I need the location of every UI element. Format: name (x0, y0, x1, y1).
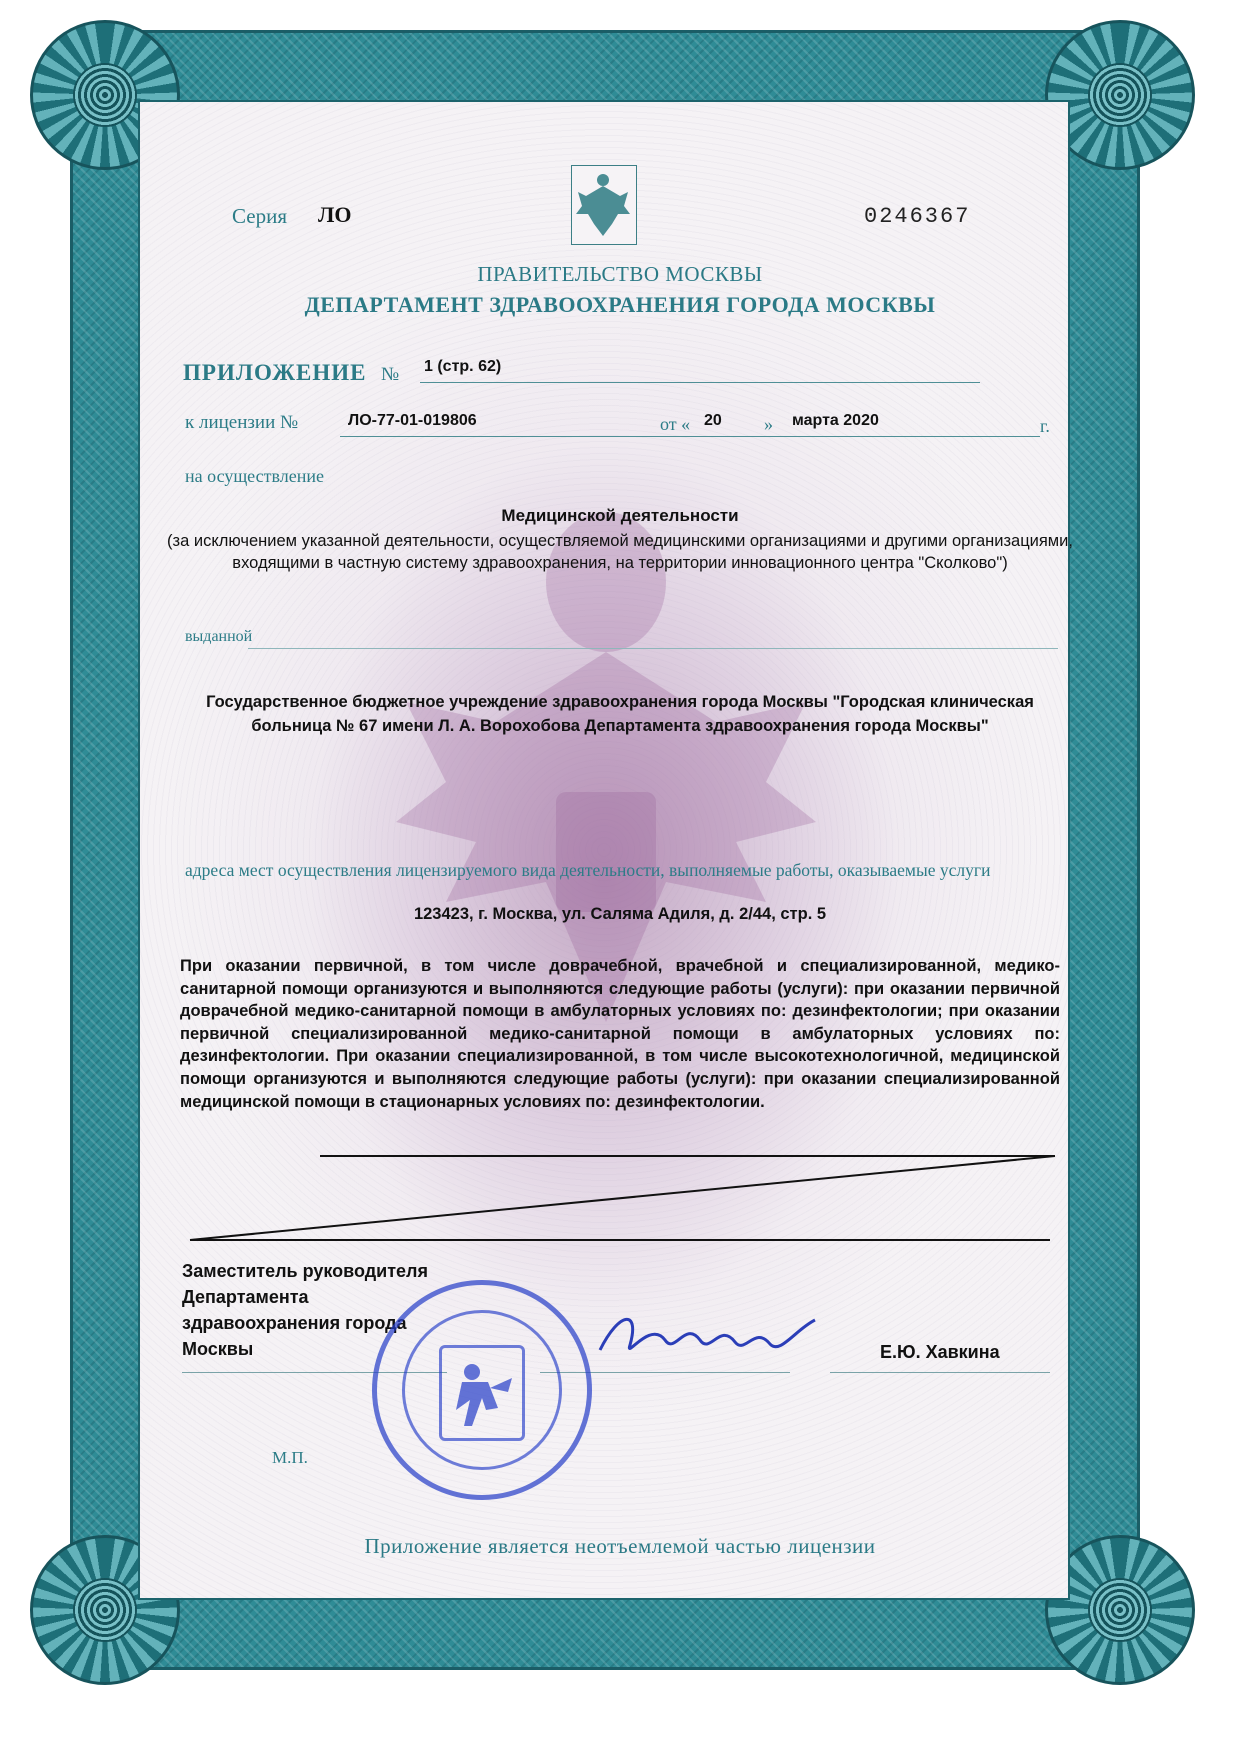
issued-label: выданной (185, 628, 253, 645)
address-value: 123423, г. Москва, ул. Саляма Адиля, д. 2/44, стр. 5 (413, 905, 827, 923)
organization-name: Государственное бюджетное учреждение здравоохранения города Москвы "Городская клиническая больница № 67 имени Л. А. Ворохобова Департамента здравоохранения города Москвы" (206, 693, 1034, 735)
license-year-suffix: г. (1040, 416, 1050, 436)
signatory-line-4: Москвы (182, 1339, 254, 1359)
handwritten-signature-icon (590, 1300, 830, 1370)
signatory-name: Е.Ю. Хавкина (880, 1342, 1000, 1362)
document-field (138, 100, 1070, 1600)
government-title: ПРАВИТЕЛЬСТВО МОСКВЫ (477, 262, 763, 286)
closing-z-lines (180, 1150, 1060, 1250)
appendix-underline (420, 382, 980, 383)
coat-of-arms-icon (571, 165, 637, 245)
issued-underline (248, 648, 1058, 649)
official-stamp-icon (372, 1280, 592, 1500)
series-label: Серия (232, 204, 287, 228)
license-month-year: марта 2020 (792, 412, 879, 429)
activity-description: (за исключением указанной деятельности, осуществляемой медицинскими организациями и другими организациями, входящими в частную систему здравоохранения, на территории инновационного центра "Сколково") (167, 532, 1073, 572)
signatory-line-3: здравоохранения города (182, 1313, 407, 1333)
appendix-value: 1 (стр. 62) (424, 358, 502, 375)
services-description: При оказании первичной, в том числе доврачебной, врачебной и специализированной, медико-санитарной помощи организуются и выполняются следующие работы (услуги): при оказании первичной доврачебной медико-санитарной помощи в амбулаторных условиях по: дезинфектологии; при оказании первичной специализированной медико-санитарной помощи в амбулаторных условиях по: дезинфектологии. При оказании специализированной, в том числе высокотехнологичной, медицинской помощи организуются и выполняются следующие работы (услуги): при оказании специализированной медицинской помощи в стационарных условиях по: дезинфектологии. (180, 957, 1060, 1111)
license-date-from: от « (660, 414, 691, 434)
license-underline (340, 436, 1040, 437)
license-number: ЛО-77-01-019806 (348, 412, 477, 429)
department-title: ДЕПАРТАМЕНТ ЗДРАВООХРАНЕНИЯ ГОРОДА МОСКВЫ (304, 292, 936, 317)
address-label: адреса мест осуществления лицензируемого вида деятельности, выполняемые работы, оказываемые услуги (185, 860, 991, 880)
series-value: ЛО (318, 202, 352, 227)
signatory-line-1: Заместитель руководителя (182, 1261, 428, 1281)
license-quote-close: » (764, 414, 773, 434)
activity-label: на осуществление (185, 466, 324, 486)
appendix-number-sign: № (381, 364, 400, 385)
name-underline (830, 1372, 1050, 1373)
form-serial-number: 0246367 (864, 204, 971, 229)
license-label: к лицензии № (185, 412, 299, 433)
moscow-coat-of-arms-icon (439, 1345, 525, 1441)
seal-place-label: М.П. (272, 1448, 308, 1467)
license-day: 20 (704, 412, 722, 429)
signatory-line-2: Департамента (182, 1287, 309, 1307)
footer-note: Приложение является неотъемлемой частью лицензии (364, 1534, 876, 1558)
activity-title: Медицинской деятельности (501, 506, 739, 525)
appendix-label: ПРИЛОЖЕНИЕ (183, 360, 367, 385)
